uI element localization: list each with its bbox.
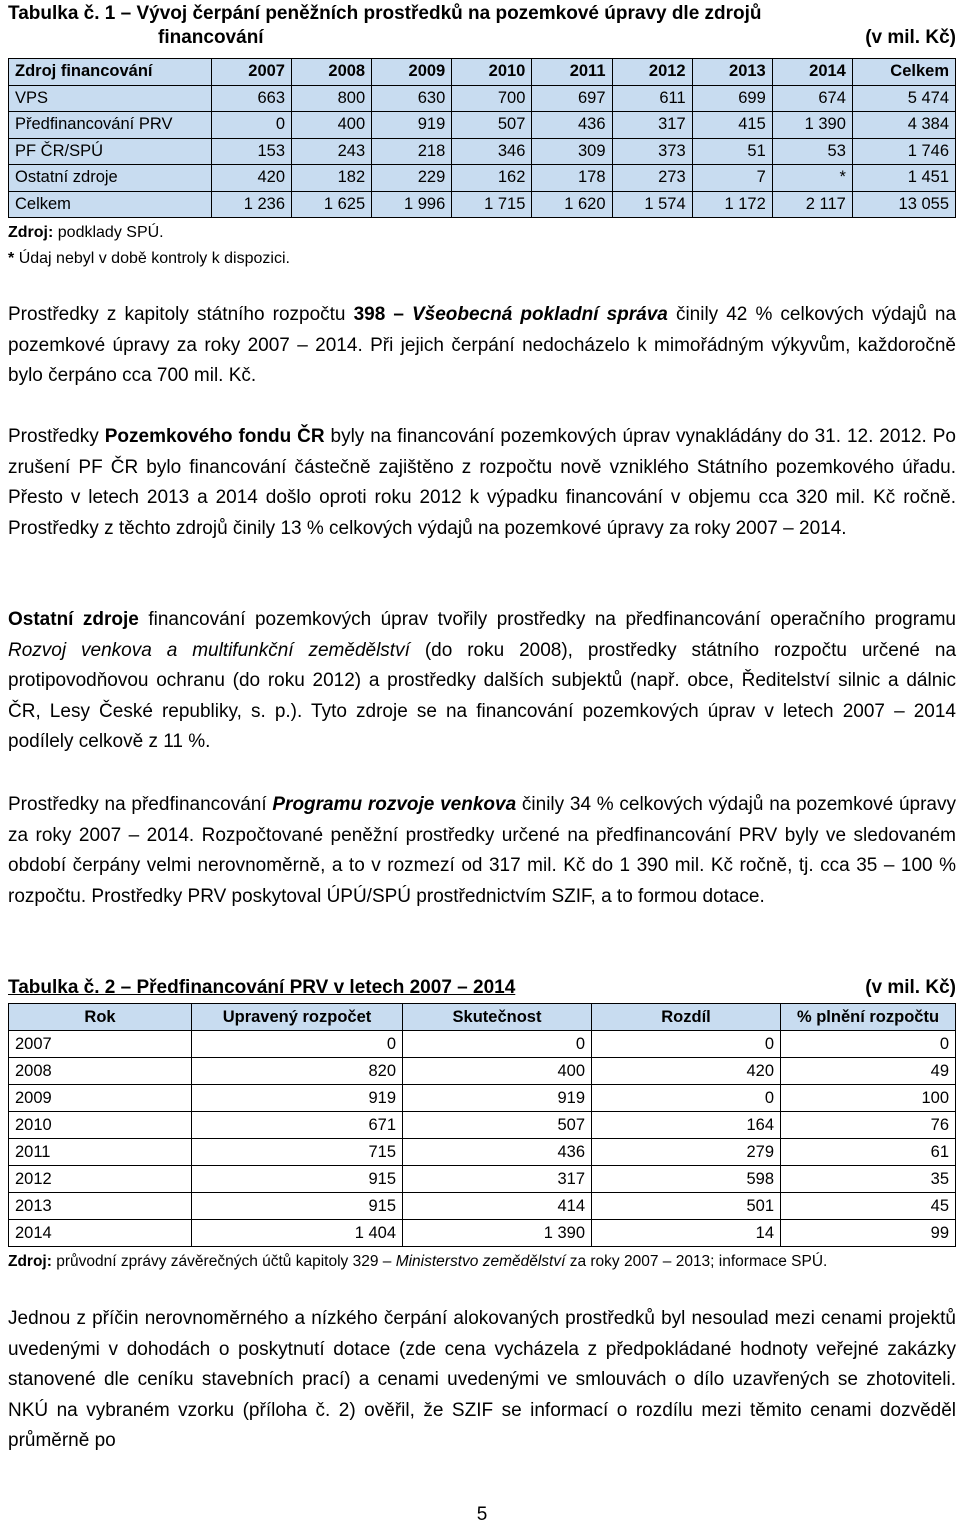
table2-cell: 919 xyxy=(192,1085,403,1112)
table1-cell: 1 574 xyxy=(612,191,692,218)
table2-cell: 61 xyxy=(781,1139,956,1166)
table2-cell: 317 xyxy=(403,1166,592,1193)
table2-header-row xyxy=(9,1004,956,1031)
table2-cell: 915 xyxy=(192,1166,403,1193)
table2-cell: 164 xyxy=(592,1112,781,1139)
table2-cell: 420 xyxy=(592,1058,781,1085)
table2-cell: 671 xyxy=(192,1112,403,1139)
paragraph-prv xyxy=(8,790,956,912)
table1-cell: 162 xyxy=(452,165,532,192)
table1-header-cell: 2011 xyxy=(532,59,612,86)
table1-cell: 178 xyxy=(532,165,612,192)
table2-cell: 501 xyxy=(592,1193,781,1220)
table1-header-cell: 2007 xyxy=(211,59,291,86)
table2-row xyxy=(9,1139,956,1166)
table1-cell: 674 xyxy=(772,85,852,112)
table1-cell: 699 xyxy=(692,85,772,112)
p1-chapter-number: 398 – xyxy=(353,304,412,325)
table2-source-c: za roky 2007 – 2013; informace SPÚ. xyxy=(569,1253,828,1270)
table1-unit: (v mil. Kč) xyxy=(865,27,956,48)
table2-cell: 2011 xyxy=(9,1139,192,1166)
table2-caption-title: Tabulka č. 2 – Předfinancování PRV v letech 2007 – 2014 xyxy=(8,977,516,998)
table1-caption-line1: Tabulka č. 1 – Vývoj čerpání peněžních prostředků na pozemkové úpravy dle zdrojů xyxy=(8,3,762,24)
table1-cell: * xyxy=(772,165,852,192)
table2-row xyxy=(9,1166,956,1193)
table1-row xyxy=(9,112,956,139)
table1-cell: 182 xyxy=(292,165,372,192)
table1-row xyxy=(9,191,956,218)
table2-row xyxy=(9,1112,956,1139)
table1-cell: 1 451 xyxy=(852,165,955,192)
table1-cell: 1 620 xyxy=(532,191,612,218)
table2-cell: 598 xyxy=(592,1166,781,1193)
table2-row xyxy=(9,1085,956,1112)
table2-body xyxy=(9,1031,956,1247)
table2-row xyxy=(9,1031,956,1058)
table1-header-cell: Celkem xyxy=(852,59,955,86)
table2-cell: 820 xyxy=(192,1058,403,1085)
table2-caption xyxy=(8,974,956,1002)
table1-cell: 2 117 xyxy=(772,191,852,218)
table2-cell: 45 xyxy=(781,1193,956,1220)
table1-cell: 1 746 xyxy=(852,138,955,165)
table1-cell: 218 xyxy=(372,138,452,165)
table1-source-text: podklady SPÚ. xyxy=(57,224,164,241)
table1-cell: 53 xyxy=(772,138,852,165)
table2-source-ministry: Ministerstvo zemědělství xyxy=(395,1253,566,1270)
table2-cell: 2012 xyxy=(9,1166,192,1193)
paragraph-discrepancy xyxy=(8,1304,956,1457)
table1-cell: Předfinancování PRV xyxy=(9,112,212,139)
table1-cell: 229 xyxy=(372,165,452,192)
table2-cell: 0 xyxy=(781,1031,956,1058)
p3-text-b: financování pozemkových úprav tvořily prostředky na předfinancování operačního programu xyxy=(148,609,956,630)
table2-cell: 0 xyxy=(592,1085,781,1112)
table2-row xyxy=(9,1058,956,1085)
table1-cell: 800 xyxy=(292,85,372,112)
table2-header-cell: Skutečnost xyxy=(403,1004,592,1031)
table1-cell: 630 xyxy=(372,85,452,112)
table2-header-cell: Rok xyxy=(9,1004,192,1031)
table1-cell: 1 715 xyxy=(452,191,532,218)
table1-header-cell: 2013 xyxy=(692,59,772,86)
table1-cell: 400 xyxy=(292,112,372,139)
table1-header-cell: 2014 xyxy=(772,59,852,86)
table1-row xyxy=(9,138,956,165)
table2-cell: 0 xyxy=(192,1031,403,1058)
table1-cell: 436 xyxy=(532,112,612,139)
table1-cell: 51 xyxy=(692,138,772,165)
table2-cell: 436 xyxy=(403,1139,592,1166)
paragraph-other-sources xyxy=(8,605,956,758)
p2-text-a: Prostředky xyxy=(8,426,99,447)
table2 xyxy=(8,1003,956,1247)
table1-cell: 1 236 xyxy=(211,191,291,218)
p5-text: Jednou z příčin nerovnoměrného a nízkého čerpání alokovaných prostředků byl nesoulad mezi cenami projektů uvedenými v dohodách o poskytnutí dotace (zde cena vycházela z předpokládané hodnoty veřejné zakázky stanovené dle ceníku stavebních prací) a cenami uvedenými ve smlouvách o dílo uzavřených se zhotoviteli. NKÚ na vybraném vzorku (příloha č. 2) ověřil, že SZIF se informací o rozdílu mezi těmito cenami dozvěděl průměrně po xyxy=(8,1308,956,1451)
table2-source xyxy=(8,1250,827,1274)
table1-cell: 697 xyxy=(532,85,612,112)
table1-cell: PF ČR/SPÚ xyxy=(9,138,212,165)
table1 xyxy=(8,58,956,218)
p1-chapter-name: Všeobecná pokladní správa xyxy=(412,304,668,325)
table2-cell: 76 xyxy=(781,1112,956,1139)
table1-note-text: Údaj nebyl v době kontroly k dispozici. xyxy=(18,250,290,267)
p4-text-c: činily 34 % celkových výdajů na pozemkové úpravy za roky 2007 – 2014. Rozpočtované peněžní prostředky určené na předfinancování PRV byly ve sledovaném období čerpány velmi nerovnoměrně, a to v rozmezí od 317 mil. Kč do 1 390 mil. Kč ročně, tj. cca 35 – 100 % rozpočtu. Prostředky PRV poskytoval ÚPÚ/SPÚ prostřednictvím SZIF, a to formou dotace. xyxy=(8,794,956,907)
table1-cell: 243 xyxy=(292,138,372,165)
table1-row xyxy=(9,165,956,192)
table1-cell: 663 xyxy=(211,85,291,112)
table1-cell: 317 xyxy=(612,112,692,139)
table2-cell: 2007 xyxy=(9,1031,192,1058)
table1-cell: 309 xyxy=(532,138,612,165)
table2-header-cell: Upravený rozpočet xyxy=(192,1004,403,1031)
table2-cell: 2009 xyxy=(9,1085,192,1112)
table1-cell: 346 xyxy=(452,138,532,165)
table2-cell: 915 xyxy=(192,1193,403,1220)
table1-header-cell: 2008 xyxy=(292,59,372,86)
table1-cell: Ostatní zdroje xyxy=(9,165,212,192)
table1-caption-line2: financování xyxy=(158,27,264,48)
table2-cell: 2008 xyxy=(9,1058,192,1085)
table1-cell: 4 384 xyxy=(852,112,955,139)
table2-cell: 100 xyxy=(781,1085,956,1112)
table2-cell: 919 xyxy=(403,1085,592,1112)
table1-body xyxy=(9,85,956,218)
table1-cell: 700 xyxy=(452,85,532,112)
table2-header-cell: Rozdíl xyxy=(592,1004,781,1031)
table1-cell: VPS xyxy=(9,85,212,112)
table2-cell: 2013 xyxy=(9,1193,192,1220)
p3-term: Ostatní zdroje xyxy=(8,609,139,630)
table1-cell: 7 xyxy=(692,165,772,192)
table2-cell: 0 xyxy=(592,1031,781,1058)
p4-program-name: Programu rozvoje venkova xyxy=(272,794,517,815)
p3-program-name: Rozvoj venkova a multifunkční zemědělství xyxy=(8,639,410,661)
table1-cell: 415 xyxy=(692,112,772,139)
table2-source-label: Zdroj: xyxy=(8,1253,52,1270)
table1-cell: 13 055 xyxy=(852,191,955,218)
table1-cell: 1 172 xyxy=(692,191,772,218)
table2-cell: 2014 xyxy=(9,1220,192,1247)
p2-text-c: byly na financování pozemkových úprav vynakládány do 31. 12. 2012. Po zrušení PF ČR bylo financování částečně zajištěno z rozpočtu nově vzniklého Státního pozemkového úřadu. Přesto v letech 2013 a 2014 došlo oproti roku 2012 k výpadku financování v objemu cca 320 mil. Kč ročně. Prostředky z těchto zdrojů činily 13 % celkových výdajů na pozemkové úpravy za roky 2007 – 2014. xyxy=(8,426,957,539)
table2-cell: 279 xyxy=(592,1139,781,1166)
table1-cell: Celkem xyxy=(9,191,212,218)
table2-row xyxy=(9,1220,956,1247)
table2-row xyxy=(9,1193,956,1220)
table1-cell: 611 xyxy=(612,85,692,112)
table1-note-mark: * xyxy=(8,250,15,267)
table1-header-cell: 2012 xyxy=(612,59,692,86)
table1-row xyxy=(9,85,956,112)
p1-text-d: činily 42 % celkových výdajů na pozemkové úpravy za roky 2007 – 2014. Při jejich čerpání nedocházelo k mimořádným výkyvům, každoročně bylo čerpáno cca 700 mil. Kč. xyxy=(8,304,957,386)
table1-cell: 153 xyxy=(211,138,291,165)
table2-header-cell: % plnění rozpočtu xyxy=(781,1004,956,1031)
paragraph-vpa xyxy=(8,300,956,392)
table1-cell: 373 xyxy=(612,138,692,165)
table1-cell: 507 xyxy=(452,112,532,139)
p1-text-a: Prostředky z kapitoly státního rozpočtu xyxy=(8,304,346,325)
table1-cell: 1 390 xyxy=(772,112,852,139)
p3-text-d: (do roku 2008), prostředky státního rozpočtu určené na protipovodňovou ochranu (do roku 2012) a prostředky dalších subjektů (např. obce, Ředitelství silnic a dálnic ČR, Lesy České republiky, s. p.). Tyto zdroje se na financování pozemkových úprav v letech 2007 – 2014 podílely celkově z 11 %. xyxy=(8,639,957,752)
table2-cell: 2010 xyxy=(9,1112,192,1139)
table1-header-row xyxy=(9,59,956,86)
table2-cell: 14 xyxy=(592,1220,781,1247)
paragraph-pf-cr xyxy=(8,422,956,544)
p4-text-a: Prostředky na předfinancování xyxy=(8,794,267,815)
table2-cell: 507 xyxy=(403,1112,592,1139)
table1-header-cell: Zdroj financování xyxy=(9,59,212,86)
table1-notes xyxy=(8,220,290,272)
table1-cell: 919 xyxy=(372,112,452,139)
table2-cell: 0 xyxy=(403,1031,592,1058)
table1-header-cell: 2009 xyxy=(372,59,452,86)
table1-source-label: Zdroj: xyxy=(8,224,54,241)
table2-source-a: průvodní zprávy závěrečných účtů kapitoly 329 – xyxy=(56,1253,392,1270)
table2-cell: 35 xyxy=(781,1166,956,1193)
table2-cell: 49 xyxy=(781,1058,956,1085)
table1-header-cell: 2010 xyxy=(452,59,532,86)
table2-cell: 1 390 xyxy=(403,1220,592,1247)
table2-cell: 99 xyxy=(781,1220,956,1247)
table2-cell: 400 xyxy=(403,1058,592,1085)
table2-cell: 1 404 xyxy=(192,1220,403,1247)
page-number: 5 xyxy=(476,1504,488,1525)
table2-cell: 715 xyxy=(192,1139,403,1166)
table1-cell: 1 996 xyxy=(372,191,452,218)
table1-cell: 273 xyxy=(612,165,692,192)
table1-cell: 1 625 xyxy=(292,191,372,218)
table1-cell: 0 xyxy=(211,112,291,139)
table1-caption xyxy=(8,2,956,50)
table1-cell: 420 xyxy=(211,165,291,192)
table2-cell: 414 xyxy=(403,1193,592,1220)
table2-unit: (v mil. Kč) xyxy=(865,977,956,998)
table1-cell: 5 474 xyxy=(852,85,955,112)
p2-fund-name: Pozemkového fondu ČR xyxy=(104,426,325,447)
